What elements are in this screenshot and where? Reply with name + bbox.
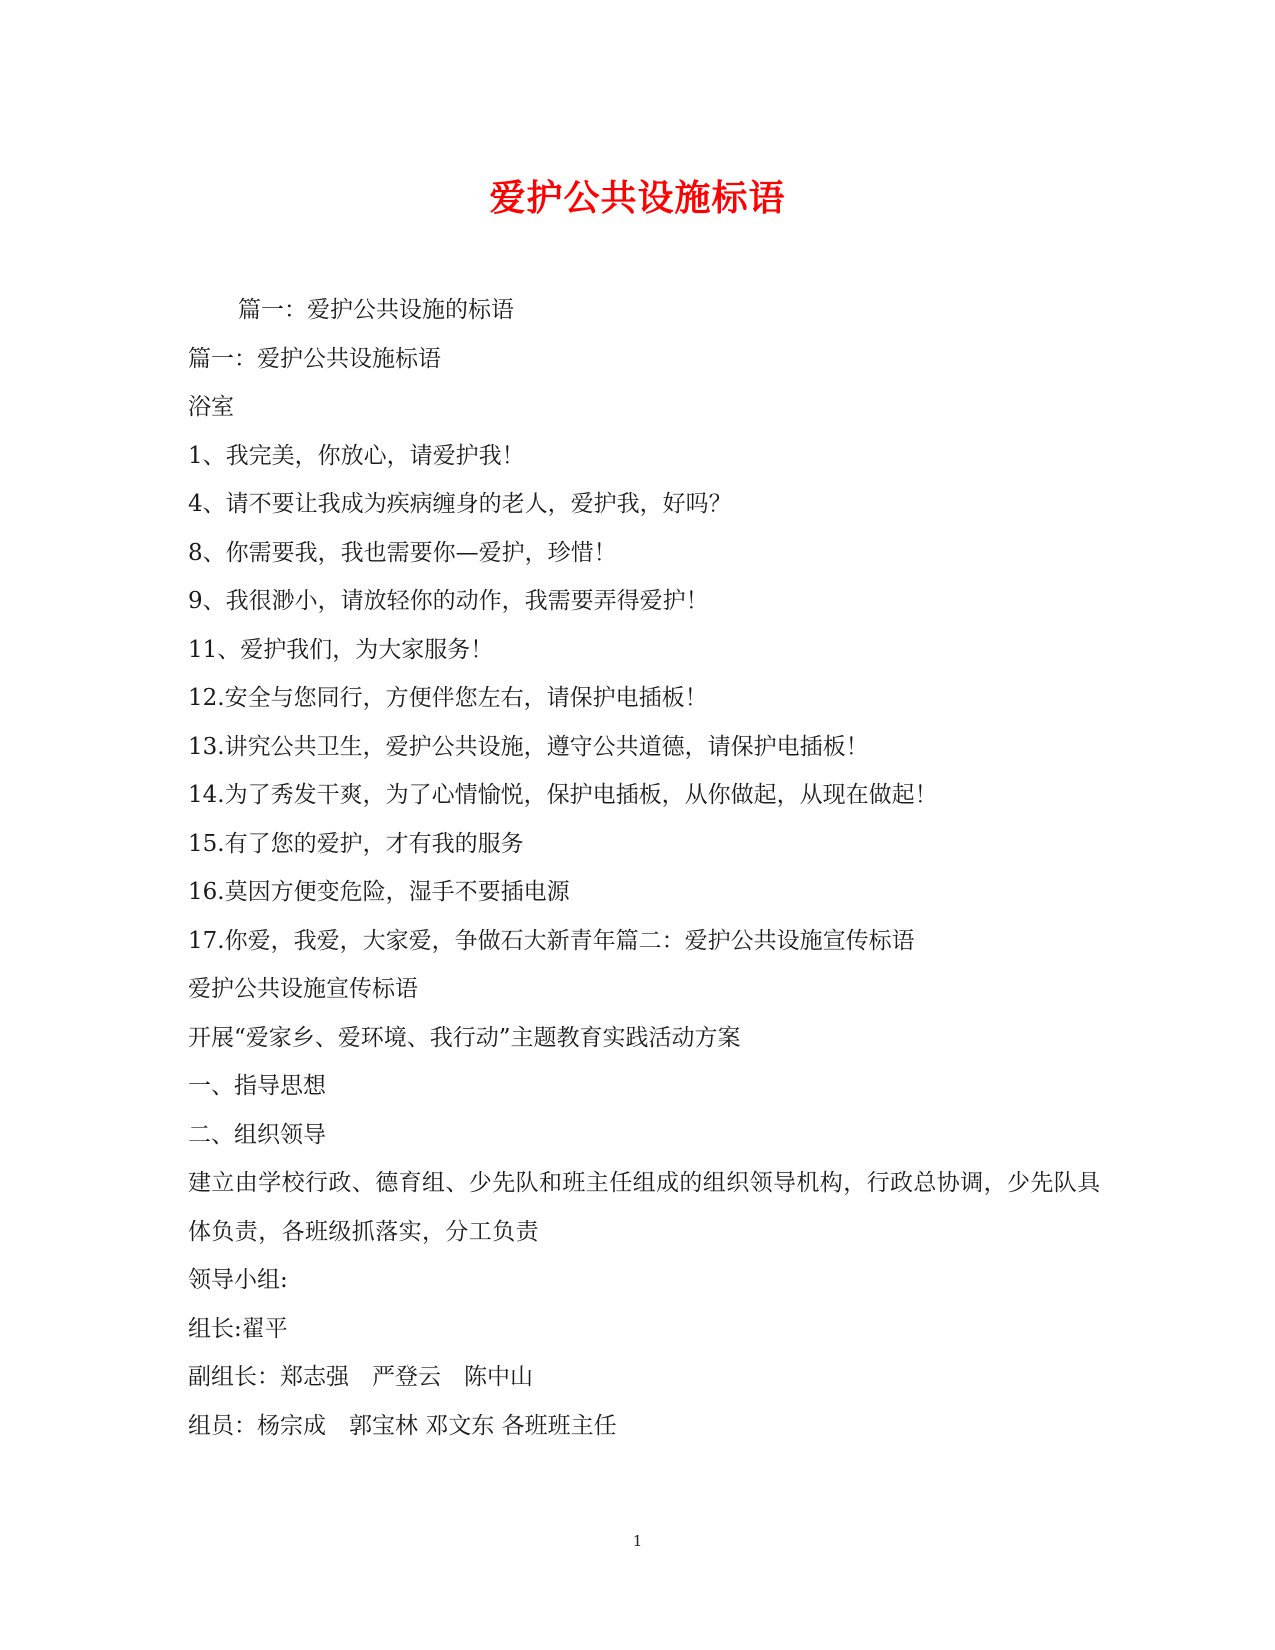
body-line: 16.莫因方便变危险，湿手不要插电源 [188,879,570,905]
body-paragraph: 建立由学校行政、德育组、少先队和班主任组成的组织领导机构，行政总协调，少先队具体负责，各班级抓落实，分工负责 [188,1170,1101,1245]
body-line: 浴室 [188,394,234,420]
body-line: 13.讲究公共卫生，爱护公共设施，遵守公共道德，请保护电插板！ [188,733,869,760]
body-line: 副组长：郑志强 严登云 陈中山 [188,1364,533,1390]
document-title: 爱护公共设施标语 [489,177,786,219]
page-number: 1 [632,1532,643,1550]
body-line: 4、请不要让我成为疾病缠身的老人，爱护我，好吗？ [188,491,732,517]
body-line: 8、你需要我，我也需要你—爱护，珍惜！ [188,539,617,566]
body-line: 一、指导思想 [188,1073,326,1099]
body-line: 12.安全与您同行，方便伴您左右，请保护电插板！ [188,685,708,711]
body-line: 组员：杨宗成 郭宝林 邓文东 各班班主任 [188,1412,617,1439]
document-body [188,286,1108,1450]
body-line: 15.有了您的爱护，才有我的服务 [188,830,524,857]
body-line: 9、我很渺小，请放轻你的动作，我需要弄得爱护！ [188,588,709,614]
body-line: 篇一：爱护公共设施的标语 [238,297,514,323]
body-line: 篇一：爱护公共设施标语 [188,345,441,372]
body-line: 二、组织领导 [188,1121,326,1148]
body-line: 14.为了秀发干爽，为了心情愉悦，保护电插板，从你做起，从现在做起！ [188,782,938,808]
body-line: 11、爱护我们，为大家服务！ [188,636,494,663]
body-line: 爱护公共设施宣传标语 [188,976,418,1002]
body-line: 开展“爱家乡、爱环境、我行动”主题教育实践活动方案 [188,1024,741,1051]
body-line: 17.你爱，我爱，大家爱，争做石大新青年篇二：爱护公共设施宣传标语 [188,927,915,954]
body-line: 1、我完美，你放心，请爱护我！ [188,442,525,469]
body-line: 组长:翟平 [188,1315,288,1342]
body-line: 领导小组: [188,1267,288,1293]
